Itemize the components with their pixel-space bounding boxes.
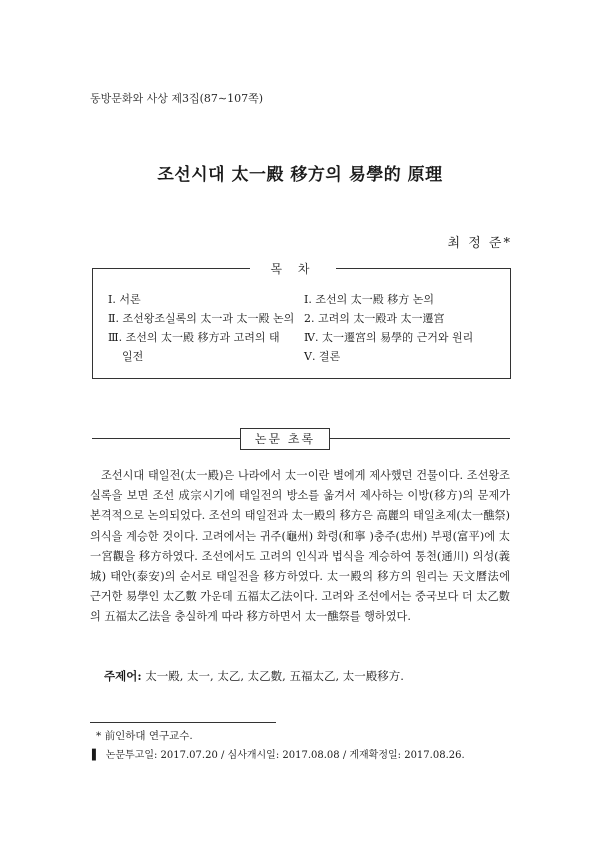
- toc-item: Ⅲ. 조선의 太一殿 移方과 고려의 태: [108, 331, 280, 344]
- footnote-bar-icon: ▌: [92, 750, 100, 761]
- abstract-rule-right: [330, 438, 510, 439]
- abstract-heading: 논문 초록: [240, 428, 330, 450]
- toc-item: Ⅰ. 조선의 太一殿 移方 논의: [304, 293, 434, 306]
- abstract-rule-left: [92, 438, 240, 439]
- keywords-label: 주제어:: [104, 669, 142, 683]
- toc-item: Ⅳ. 太一遷宮의 易學的 근거와 원리: [304, 331, 474, 344]
- toc-item-continuation: 일전: [122, 350, 144, 363]
- journal-header: 동방문화와 사상 제3집(87∼107쪽): [90, 92, 264, 105]
- toc-item: Ⅴ. 결론: [304, 350, 341, 363]
- paper-title: 조선시대 太一殿 移方의 易學的 原理: [157, 165, 443, 185]
- footnote-dates: [92, 746, 465, 761]
- toc-item: Ⅰ. 서론: [108, 293, 141, 306]
- toc-right-column: [304, 290, 504, 366]
- footnote-dates-text: 논문투고일: 2017.07.20 / 심사개시일: 2017.08.08 / 게재확정일: 2017.08.26.: [105, 750, 465, 761]
- toc-left-column: [108, 290, 304, 366]
- abstract-body: 조선시대 태일전(太一殿)은 나라에서 太一이란 별에게 제사했던 건물이다. 조선왕조실록을 보면 조선 成宗시기에 태일전의 방소를 옮겨서 제사하는 이방(移方)의 문제가 본격적으로 논의되었다. 조선의 태일전과 太一殿의 移方은 高麗의 태일초제(太一醮祭)의식을 계승한 것이다. 고려에서는 귀주(龜州) 화령(和寧 )충주(忠州) 부평(富平)에 太一宮觀을 移方하였다. 조선에서도 고려의 인식과 법식을 계승하여 통천(通川) 의성(義城) 태안(泰安)의 순서로 태일전을 移方하였다. 太一殿의 移方의 원리는 天文曆法에 근거한 易學인 太乙數 가운데 五福太乙法이다. 고려와 조선에서는 중국보다 더 太乙數의 五福太乙法을 충실하게 따라 移方하면서 太一醮祭를 행하였다.: [90, 469, 510, 624]
- keywords-text: 太一殿, 太一, 太乙, 太乙數, 五福太乙, 太一殿移方.: [145, 669, 404, 683]
- toc-top-rule-right: [336, 268, 510, 269]
- footnote-rule: [90, 722, 276, 723]
- footnote-affiliation: * 前인하대 연구교수.: [96, 730, 193, 742]
- toc-item: Ⅱ. 조선왕조실록의 太一과 太一殿 논의: [108, 312, 295, 325]
- toc-heading: 목 차: [270, 262, 316, 276]
- toc-top-rule-left: [92, 268, 250, 269]
- toc-item: 2. 고려의 太一殿과 太一遷宮: [304, 312, 445, 325]
- author-name: 최 정 준*: [447, 236, 512, 251]
- keywords: [104, 668, 404, 684]
